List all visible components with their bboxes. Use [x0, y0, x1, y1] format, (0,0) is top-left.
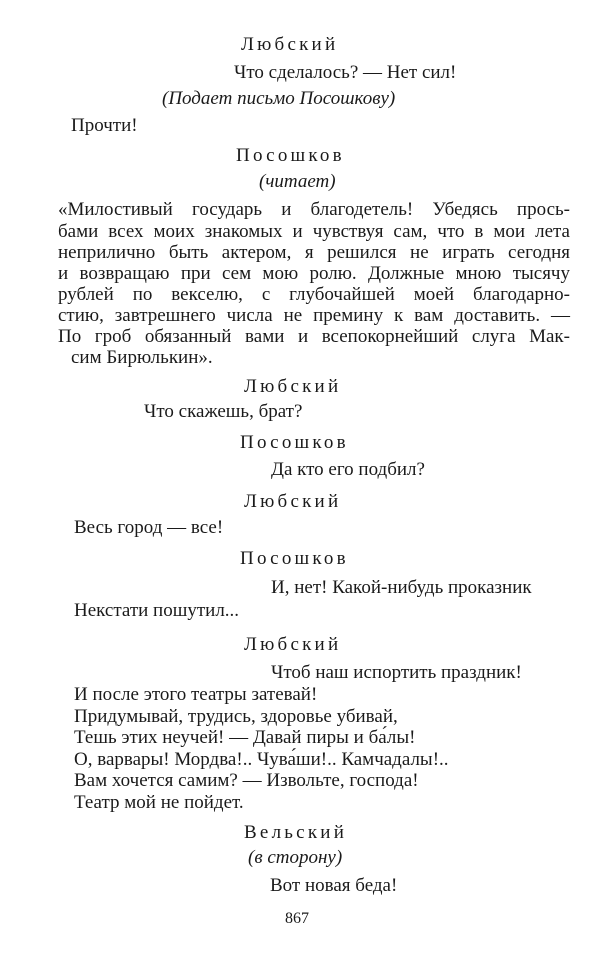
verse-line: Что скажешь, брат? — [144, 401, 303, 422]
letter-line: сим Бирюлькин». — [71, 347, 213, 368]
letter-line: По гроб обязанный вами и всепокорнейший слуга Мак- — [58, 326, 570, 347]
speaker-name: Любский — [241, 34, 339, 55]
verse-line: Вам хочется самим? — Извольте, господа! — [74, 770, 419, 791]
verse-line: Да кто его подбил? — [271, 459, 425, 480]
stage-direction: (Подает письмо Посошкову) — [162, 88, 396, 109]
verse-line: Вот новая беда! — [270, 875, 398, 896]
verse-line: О, варвары! Мордва!.. Чува́ши!.. Камчадалы!.. — [74, 749, 449, 770]
stage-direction: (в сторону) — [248, 847, 343, 868]
verse-line: Чтоб наш испортить праздник! — [271, 662, 522, 683]
page-number: 867 — [285, 910, 309, 927]
verse-line: И после этого театры затевай! — [74, 684, 318, 705]
verse-line: Придумывай, трудись, здоровье убивай, — [74, 706, 398, 727]
speaker-name: Посошков — [240, 548, 349, 569]
speaker-name: Любский — [244, 634, 342, 655]
letter-line: неприлично быть актером, я решился не играть сегодня — [58, 242, 570, 263]
verse-line: Весь город — все! — [74, 517, 224, 538]
speaker-name: Вельский — [244, 822, 348, 843]
speaker-name: Посошков — [240, 432, 349, 453]
letter-line: и возвращаю при сем мою ролю. Должные мною тысячу — [58, 263, 570, 284]
letter-line: «Милостивый государь и благодетель! Убедясь прось- — [58, 199, 570, 220]
letter-line: рублей по векселю, с глубочайшей моей благодарно- — [58, 284, 570, 305]
letter-line: бами всех моих знакомых и чувствуя сам, что в мои лета — [58, 221, 570, 242]
verse-line: Театр мой не пойдет. — [74, 792, 244, 813]
verse-line: И, нет! Какой-нибудь проказник — [271, 577, 532, 598]
speaker-name: Любский — [244, 491, 342, 512]
stage-direction: (читает) — [259, 171, 336, 192]
speaker-name: Любский — [244, 376, 342, 397]
verse-line: Прочти! — [71, 115, 138, 136]
letter-line: стию, завтрешнего числа не премину к вам доставить. — — [58, 305, 570, 326]
verse-line: Некстати пошутил... — [74, 600, 240, 621]
verse-line: Что сделалось? — Нет сил! — [234, 62, 457, 83]
verse-line: Тешь этих неучей! — Давай пиры и ба́лы! — [74, 727, 416, 748]
speaker-name: Посошков — [236, 145, 345, 166]
